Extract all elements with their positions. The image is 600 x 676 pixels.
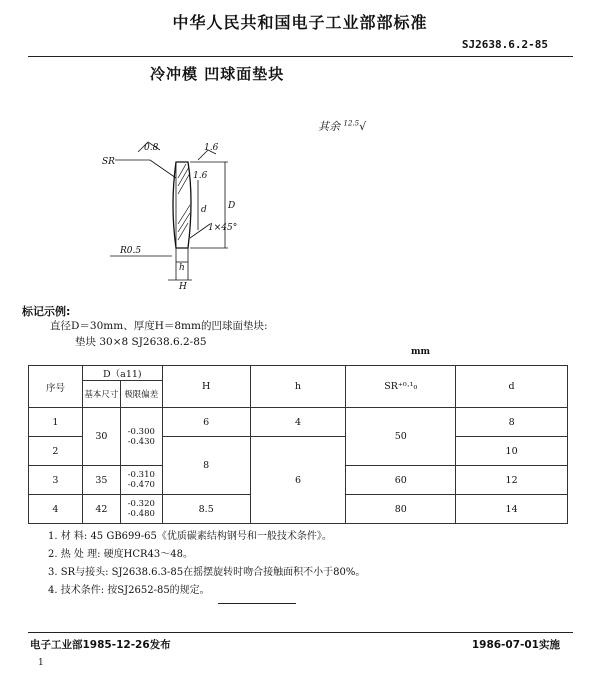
note-technical-conditions: 4. 技术条件: 按SJ2652-85的规定。 bbox=[48, 585, 210, 596]
label-d-small: d bbox=[201, 205, 207, 215]
cell-seq: 2 bbox=[29, 437, 83, 466]
label-ra-top: 1.6 bbox=[204, 143, 219, 153]
header-sr: SR⁺⁰·¹₀ bbox=[346, 366, 456, 408]
cell-H: 6 bbox=[162, 408, 250, 437]
roughness-note-value: 12.5 bbox=[343, 119, 360, 128]
chamfer-leader bbox=[190, 224, 210, 238]
cell-d: 8 bbox=[456, 408, 568, 437]
label-radius: R0.5 bbox=[120, 246, 142, 256]
note-material: 1. 材 料: 45 GB699-65《优质碳素结构钢号和一般技术条件》。 bbox=[48, 531, 332, 542]
technical-notes bbox=[48, 528, 365, 600]
hatch-lower bbox=[178, 205, 190, 240]
label-h-small: h bbox=[179, 263, 185, 273]
document-title: 冷冲模 凹球面垫块 bbox=[150, 65, 285, 83]
cell-sr: 80 bbox=[346, 495, 456, 524]
effective-date: 1986-07-01实施 bbox=[471, 639, 560, 651]
cell-seq: 4 bbox=[29, 495, 83, 524]
marking-heading: 标记示例: bbox=[22, 305, 71, 318]
marking-line-1: 直径D＝30mm、厚度H＝8mm的凹球面垫块: bbox=[50, 320, 268, 332]
header-h: h bbox=[250, 366, 346, 408]
page-number: 1 bbox=[38, 658, 44, 668]
cell-basic: 35 bbox=[82, 466, 120, 495]
marking-line-2: 垫块 30×8 SJ2638.6.2-85 bbox=[75, 336, 207, 348]
table-row bbox=[29, 408, 568, 437]
note-heat-treatment: 2. 热 处 理: 硬度HCR43～48。 bbox=[48, 549, 193, 560]
cell-dev: -0.310 -0.470 bbox=[120, 466, 162, 495]
cell-d: 14 bbox=[456, 495, 568, 524]
footer-rule bbox=[28, 632, 573, 633]
label-ra-left: 0.8 bbox=[144, 143, 159, 153]
hatch-upper bbox=[178, 164, 190, 194]
issue-date: 电子工业部1985-12-26发布 bbox=[30, 639, 171, 651]
header-H: H bbox=[162, 366, 250, 408]
cell-seq: 3 bbox=[29, 466, 83, 495]
header-d-group: D（a11) bbox=[82, 366, 162, 381]
cell-H: 8.5 bbox=[162, 495, 250, 524]
cell-basic: 42 bbox=[82, 495, 120, 524]
label-ra-side: 1.6 bbox=[193, 171, 208, 181]
unit-label: mm bbox=[410, 347, 430, 357]
cell-basic: 30 bbox=[82, 408, 120, 466]
sr-leader-arrow bbox=[150, 160, 176, 178]
note-sr-joint: 3. SR与接头: SJ2638.6.3-85在摇摆旋转时吻合接触面积不小于80%。 bbox=[48, 567, 366, 578]
header-basic-size: 基本尺寸 bbox=[82, 381, 120, 408]
cell-sr: 50 bbox=[346, 408, 456, 466]
cell-dev: -0.300 -0.430 bbox=[120, 408, 162, 466]
cell-d: 12 bbox=[456, 466, 568, 495]
cell-h: 6 bbox=[250, 437, 346, 524]
cell-H: 8 bbox=[162, 437, 250, 495]
cell-dev: -0.320 -0.480 bbox=[120, 495, 162, 524]
spec-table bbox=[28, 365, 568, 524]
header-deviation: 极限偏差 bbox=[120, 381, 162, 408]
standard-header-title: 中华人民共和国电子工业部部标准 bbox=[172, 13, 428, 32]
standard-number: SJ2638.6.2-85 bbox=[461, 38, 548, 51]
header-seq: 序号 bbox=[29, 366, 83, 408]
label-d-big: D bbox=[228, 201, 236, 211]
header-d: d bbox=[456, 366, 568, 408]
cell-h: 4 bbox=[250, 408, 346, 437]
cell-d: 10 bbox=[456, 437, 568, 466]
part-drawing bbox=[80, 120, 280, 295]
table-header-row bbox=[29, 366, 568, 381]
header-rule bbox=[28, 56, 573, 57]
cell-sr: 60 bbox=[346, 466, 456, 495]
label-h-big: H bbox=[179, 282, 187, 292]
cell-seq: 1 bbox=[29, 408, 83, 437]
roughness-note-text: 其余 bbox=[318, 120, 340, 133]
end-rule bbox=[218, 603, 296, 604]
roughness-note bbox=[318, 118, 366, 134]
label-chamfer: 1×45° bbox=[208, 223, 238, 233]
label-sr: SR bbox=[102, 157, 115, 167]
roughness-check-icon: √ bbox=[359, 120, 367, 133]
